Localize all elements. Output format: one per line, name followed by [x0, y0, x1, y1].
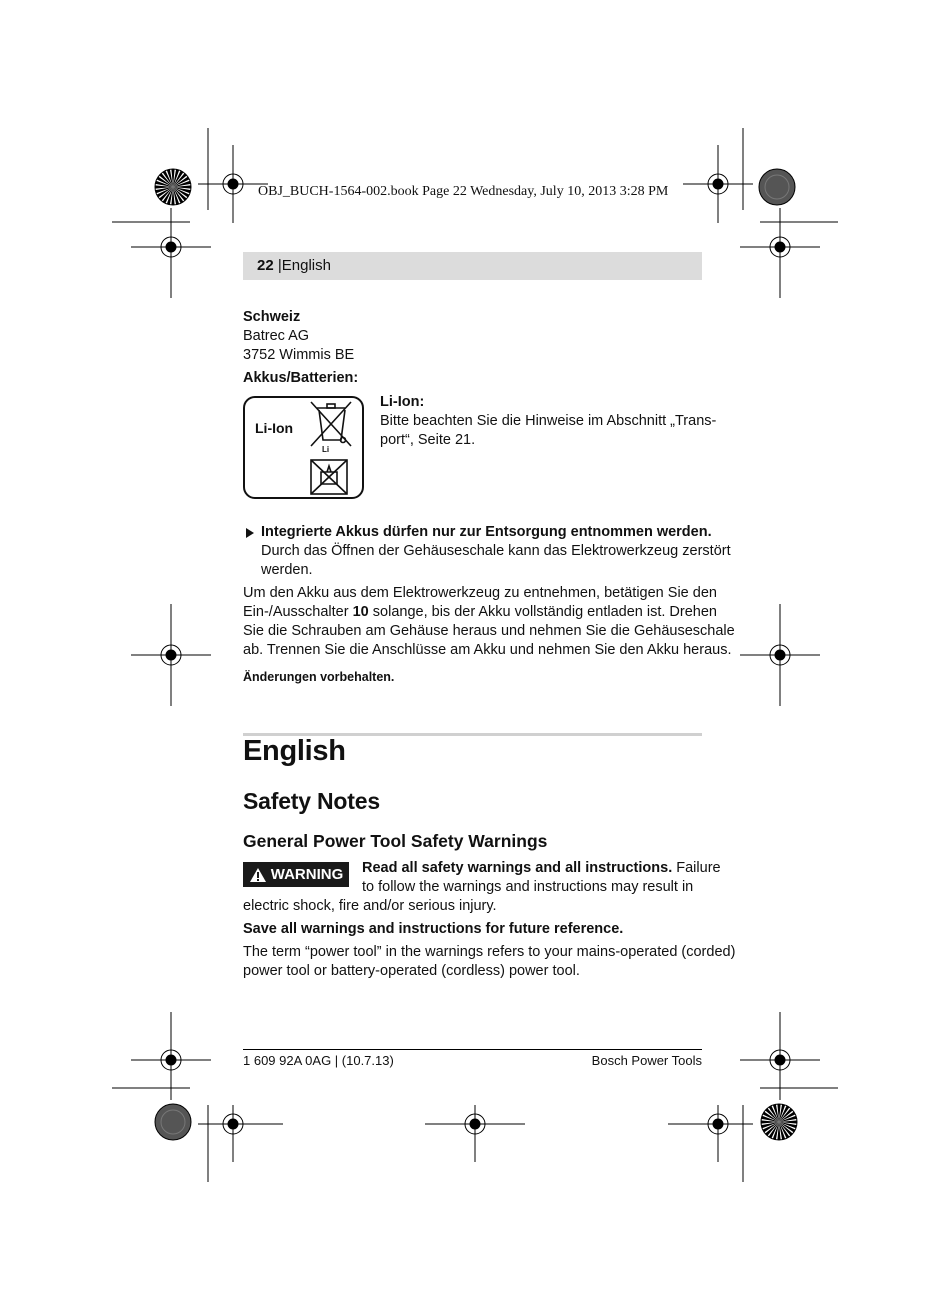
starburst-top-left: [155, 169, 191, 205]
term-line1: The term “power tool” in the warnings refers to your mains-operated (corded): [243, 944, 736, 960]
footer-rule: [243, 1049, 702, 1050]
warning-badge: [243, 862, 349, 887]
term-line2: power tool or battery-operated (cordless) power tool.: [243, 963, 580, 979]
footer-doc-id: 1 609 92A 0AG | (10.7.13): [243, 1053, 394, 1068]
header-section: English: [281, 257, 331, 274]
liion-symbol-box: [243, 396, 364, 499]
reg-mark-right-lower: [740, 1012, 820, 1100]
starburst-bottom-right: [761, 1104, 797, 1140]
section-title: English: [243, 735, 346, 767]
bullet-bold: Integrierte Akkus dürfen nur zur Entsorgung entnommen werden.: [261, 524, 712, 540]
reg-mark-bottom-right: [668, 1105, 753, 1162]
gray-target-top-right: [759, 169, 795, 205]
save-note: Save all warnings and instructions for future reference.: [243, 921, 624, 937]
liion-heading: Li-Ion:: [380, 394, 425, 410]
removal-line2-post: solange, bis der Akku vollständig entladen ist. Drehen: [368, 604, 717, 620]
warning-line2: to follow the warnings and instructions may result in: [362, 879, 694, 895]
akkus-heading: Akkus/Batterien:: [243, 370, 359, 386]
liion-text-line1: Bitte beachten Sie die Hinweise im Abschnitt „Trans-: [380, 413, 717, 429]
reg-mark-bottom-center: [425, 1105, 525, 1162]
warning-after-bold: Failure: [672, 860, 721, 876]
reg-mark-left-middle: [131, 604, 211, 706]
reg-mark-bottom-left: [198, 1105, 283, 1162]
liion-symbol-label: Li-Ion: [255, 420, 294, 436]
switch-number: 10: [352, 604, 369, 620]
changes-note: Änderungen vorbehalten.: [243, 670, 395, 684]
gray-target-bottom-left: [155, 1104, 191, 1140]
address-city: 3752 Wimmis BE: [243, 347, 355, 363]
general-warnings-heading: General Power Tool Safety Warnings: [243, 831, 548, 851]
warning-line3: electric shock, fire and/or serious injury.: [243, 898, 497, 914]
running-header: [243, 252, 702, 280]
removal-line3: Sie die Schrauben am Gehäuse heraus und nehmen Sie die Gehäuseschale: [243, 623, 735, 639]
reg-mark-right-middle: [740, 604, 820, 706]
page-number: 22: [257, 257, 274, 274]
footer-brand: Bosch Power Tools: [591, 1053, 702, 1068]
removal-line4: ab. Trennen Sie die Anschlüsse am Akku und nehmen Sie den Akku heraus.: [243, 642, 732, 658]
warning-line1: [362, 859, 721, 878]
bullet-line2: werden.: [261, 562, 313, 578]
removal-line2-pre: Ein-/Ausschalter: [243, 604, 353, 620]
warning-badge-label: WARNING: [270, 866, 344, 883]
warning-triangle-icon: [249, 867, 267, 883]
removal-line2: [243, 603, 717, 622]
li-mark-label: Li: [322, 445, 330, 454]
header-separator: |: [277, 257, 282, 274]
safety-notes-heading: Safety Notes: [243, 788, 380, 814]
address-company: Batrec AG: [243, 328, 310, 344]
bullet-line1: Durch das Öffnen der Gehäuseschale kann das Elektrowerkzeug zerstört: [261, 543, 731, 559]
address-country: Schweiz: [243, 309, 301, 325]
file-slug: OBJ_BUCH-1564-002.book Page 22 Wednesday, July 10, 2013 3:28 PM: [258, 184, 669, 199]
liion-text-line2: port“, Seite 21.: [380, 432, 476, 448]
triangle-bullet-icon: [245, 527, 255, 539]
reg-mark-left-lower: [131, 1012, 211, 1100]
removal-line1: Um den Akku aus dem Elektrowerkzeug zu entnehmen, betätigen Sie den: [243, 585, 717, 601]
warning-bold: Read all safety warnings and all instructions.: [362, 860, 673, 876]
crossed-bin-icon: [307, 400, 357, 496]
